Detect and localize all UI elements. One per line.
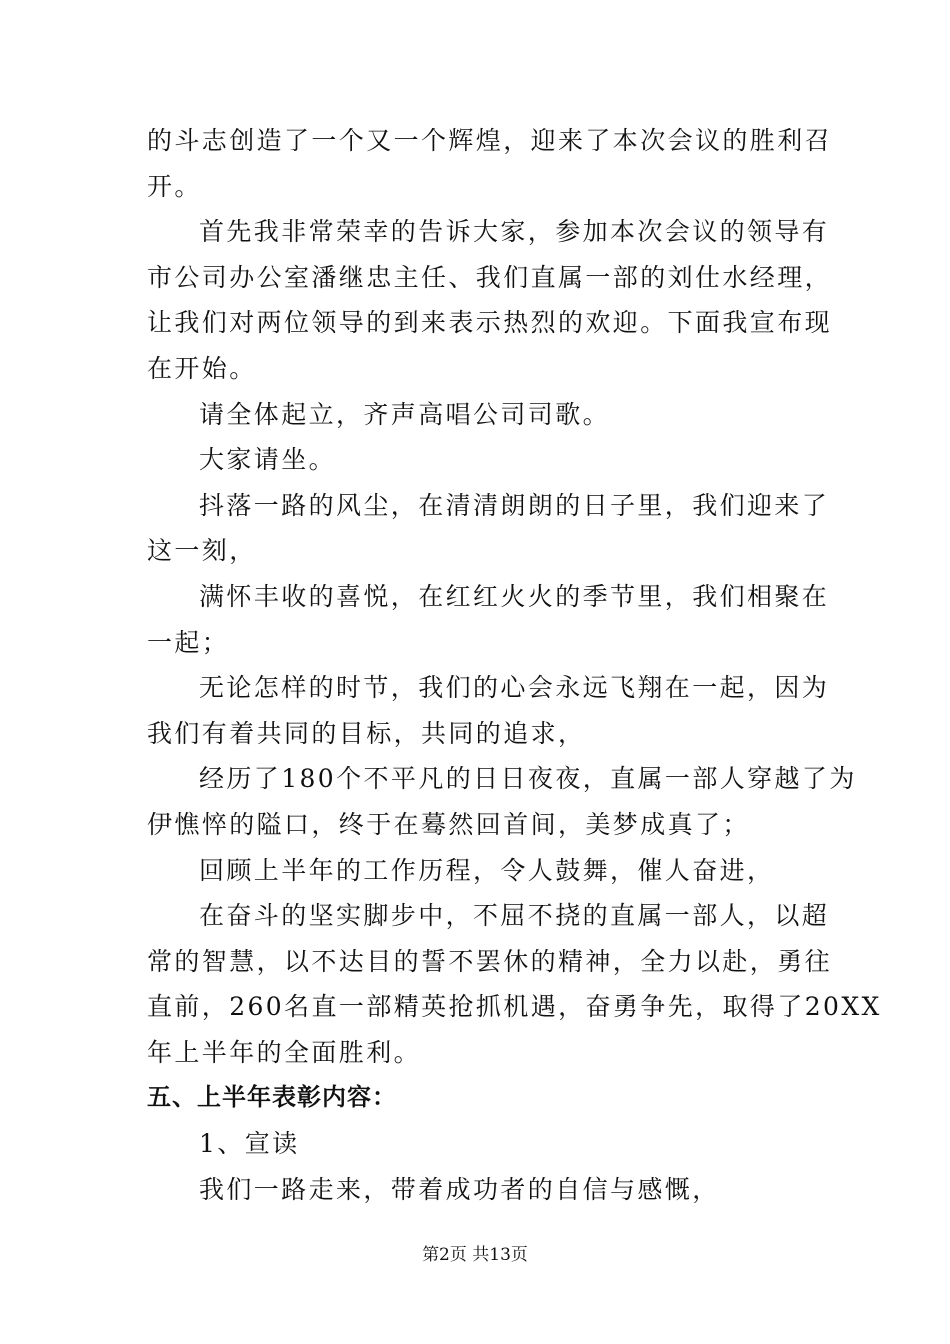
text-line: 常的智慧，以不达目的誓不罢休的精神，全力以赴，勇往 <box>147 946 833 976</box>
text-line: 市公司办公室潘继忠主任、我们直属一部的刘仕水经理， <box>147 262 833 292</box>
text-line: 大家请坐。 <box>199 445 337 475</box>
text-line: 请全体起立，齐声高唱公司司歌。 <box>199 399 611 429</box>
text-line: 一起； <box>147 627 230 657</box>
document-body <box>147 118 882 1212</box>
text-line: 满怀丰收的喜悦，在红红火火的季节里，我们相聚在 <box>199 581 830 611</box>
text-line: 的斗志创造了一个又一个辉煌，迎来了本次会议的胜利召 <box>147 126 833 155</box>
text-line: 这一刻， <box>147 536 257 566</box>
text-line: 在奋斗的坚实脚步中，不屈不挠的直属一部人，以超 <box>199 901 830 931</box>
text-line: 伊憔悴的隘口，终于在蓦然回首间，美梦成真了； <box>147 809 750 839</box>
text-line: 首先我非常荣幸的告诉大家，参加本次会议的领导有 <box>199 217 830 247</box>
text-line: 让我们对两位领导的到来表示热烈的欢迎。下面我宣布现 <box>147 308 833 338</box>
text-line: 年上半年的全面胜利。 <box>147 1037 422 1067</box>
text-line: 开。 <box>147 171 202 201</box>
text-line: 抖落一路的风尘，在清清朗朗的日子里，我们迎来了 <box>199 490 830 520</box>
text-line: 无论怎样的时节，我们的心会永远飞翔在一起，因为 <box>199 673 830 703</box>
text-line: 直前，260名直一部精英抢抓机遇，奋勇争先，取得了20XX <box>147 992 882 1022</box>
section-heading: 五、上半年表彰内容： <box>147 1083 397 1112</box>
text-line: 我们有着共同的目标，共同的追求， <box>147 718 586 748</box>
text-line: 经历了180个不平凡的日日夜夜，直属一部人穿越了为 <box>199 764 857 794</box>
text-line: 在开始。 <box>147 353 257 383</box>
text-line: 我们一路走来，带着成功者的自信与感慨， <box>199 1174 720 1204</box>
page-footer: 第2页 共13页 <box>422 1245 528 1265</box>
text-line: 1、宣读 <box>199 1129 300 1159</box>
text-line: 回顾上半年的工作历程，令人鼓舞，催人奋进， <box>199 855 775 885</box>
